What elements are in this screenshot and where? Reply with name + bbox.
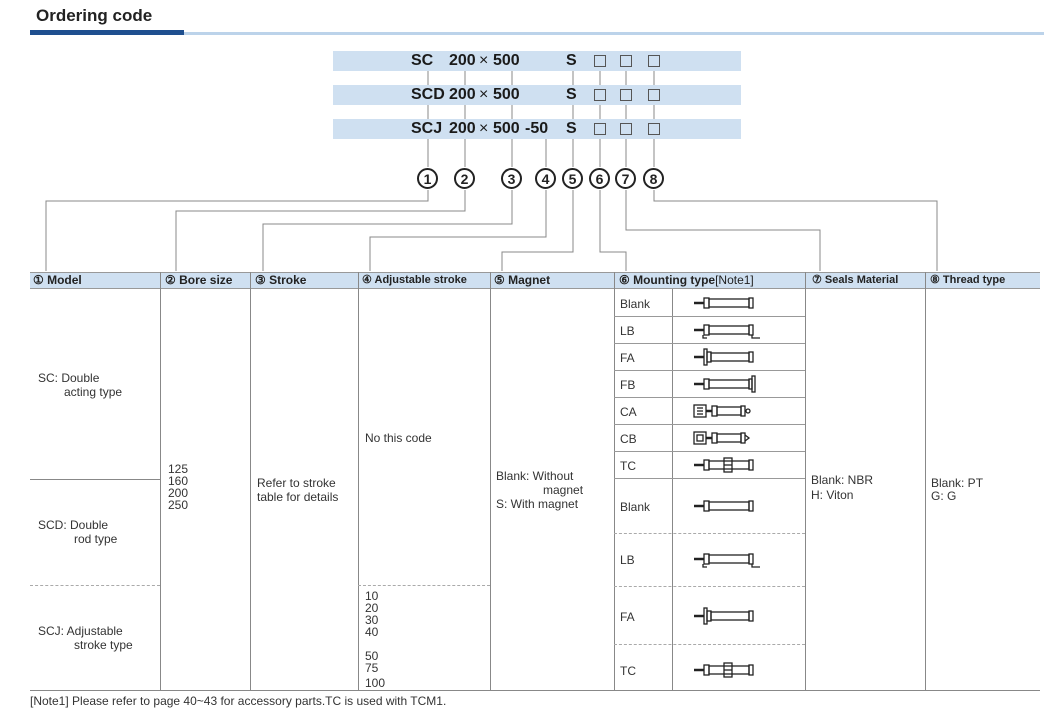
bore-size-value: 250: [168, 498, 189, 512]
cylinder-front-flange-icon: [694, 349, 753, 365]
footnote: [Note1] Please refer to page 40~43 for accessory parts.TC is used with TCM1.: [30, 694, 447, 708]
adjustable-value: 40: [365, 625, 379, 639]
cylinder-clevis-single-icon: [694, 405, 750, 417]
code-prefix: SC: [411, 52, 434, 69]
adjustable-value: 50: [365, 649, 379, 663]
model-sc-line1: SC: Double: [38, 371, 100, 385]
magnet-text-line3: S: With magnet: [496, 497, 579, 511]
cylinder-front-flange-icon: [694, 608, 753, 624]
position-circle: 2: [454, 168, 475, 189]
position-circle: 3: [501, 168, 522, 189]
mounting-code: CB: [620, 432, 637, 446]
code-stroke: 500: [493, 86, 520, 103]
mounting-code: LB: [620, 324, 635, 338]
stroke-text-line2: table for details: [257, 490, 339, 504]
code-size: 200: [449, 52, 476, 69]
mounting-code: FA: [620, 351, 635, 365]
cylinder-basic-icon: [694, 501, 753, 511]
code-times: ×: [479, 86, 489, 103]
model-scj-line1: SCJ: Adjustable: [38, 624, 123, 638]
code-size: 200: [449, 86, 476, 103]
bore-size-value: 200: [168, 486, 189, 500]
code-magnet: S: [566, 52, 577, 69]
magnet-text-line2: magnet: [543, 483, 584, 497]
cylinder-basic-icon: [694, 298, 753, 308]
adjustable-none: No this code: [365, 431, 432, 445]
cylinder-trunnion-icon: [694, 663, 753, 677]
mounting-code: LB: [620, 553, 635, 567]
cylinder-clevis-double-icon: [694, 432, 749, 444]
code-prefix: SCD: [411, 86, 445, 103]
mounting-code: Blank: [620, 500, 651, 514]
code-stroke: 500: [493, 120, 520, 137]
model-scj-line2: stroke type: [74, 638, 133, 652]
model-sc-line2: acting type: [64, 385, 123, 399]
header-bore-size: ② Bore size: [165, 273, 233, 287]
code-times: ×: [479, 52, 489, 69]
bore-size-value: 160: [168, 474, 189, 488]
cylinder-foot-icon: [694, 554, 760, 567]
header-adjustable-stroke: ④ Adjustable stroke: [362, 274, 467, 286]
section-title: Ordering code: [36, 6, 153, 25]
header-seals-material: ⑦ Seals Material: [812, 274, 899, 286]
code-magnet: S: [566, 120, 577, 137]
mounting-code: FB: [620, 378, 636, 392]
header-stroke: ③ Stroke: [255, 273, 307, 287]
code-size: 200: [449, 120, 476, 137]
thread-text-line1: Blank: PT: [931, 476, 984, 490]
position-circle: 5: [562, 168, 583, 189]
adjustable-value: 75: [365, 661, 379, 675]
code-magnet: S: [566, 86, 577, 103]
seals-text-line1: Blank: NBR: [811, 473, 874, 487]
adjustable-value: 100: [365, 676, 386, 690]
position-circle: 7: [615, 168, 636, 189]
adjustable-value: 10: [365, 589, 379, 603]
code-adjust: -50: [525, 120, 549, 137]
header-mounting-label: ⑥ Mounting type: [619, 273, 716, 287]
mounting-code: FA: [620, 610, 635, 624]
mounting-code: CA: [620, 405, 637, 419]
header-magnet: ⑤ Magnet: [494, 273, 551, 287]
mounting-code: Blank: [620, 297, 651, 311]
position-circle: 1: [417, 168, 438, 189]
mounting-code: TC: [620, 664, 636, 678]
cylinder-foot-icon: [694, 325, 760, 338]
magnet-text-line1: Blank: Without: [496, 469, 574, 483]
position-circle: 6: [589, 168, 610, 189]
code-prefix: SCJ: [411, 120, 443, 137]
cylinder-rear-flange-icon: [694, 376, 755, 392]
model-scd-line2: rod type: [74, 532, 118, 546]
bore-size-value: 125: [168, 462, 189, 476]
position-circle: 8: [643, 168, 664, 189]
model-scd-line1: SCD: Double: [38, 518, 109, 532]
thread-text-line2: G: G: [931, 489, 957, 503]
stroke-text-line1: Refer to stroke: [257, 476, 336, 490]
mounting-code: TC: [620, 459, 636, 473]
header-model: ① Model: [33, 273, 82, 287]
header-thread-type: ⑧ Thread type: [930, 274, 1006, 286]
header-mounting-note: [Note1]: [715, 273, 754, 287]
code-times: ×: [479, 120, 489, 137]
position-circle: 4: [535, 168, 556, 189]
adjustable-value: 20: [365, 601, 379, 615]
adjustable-value: 30: [365, 613, 379, 627]
cylinder-trunnion-icon: [694, 458, 753, 472]
seals-text-line2: H: Viton: [811, 488, 854, 502]
code-stroke: 500: [493, 52, 520, 69]
